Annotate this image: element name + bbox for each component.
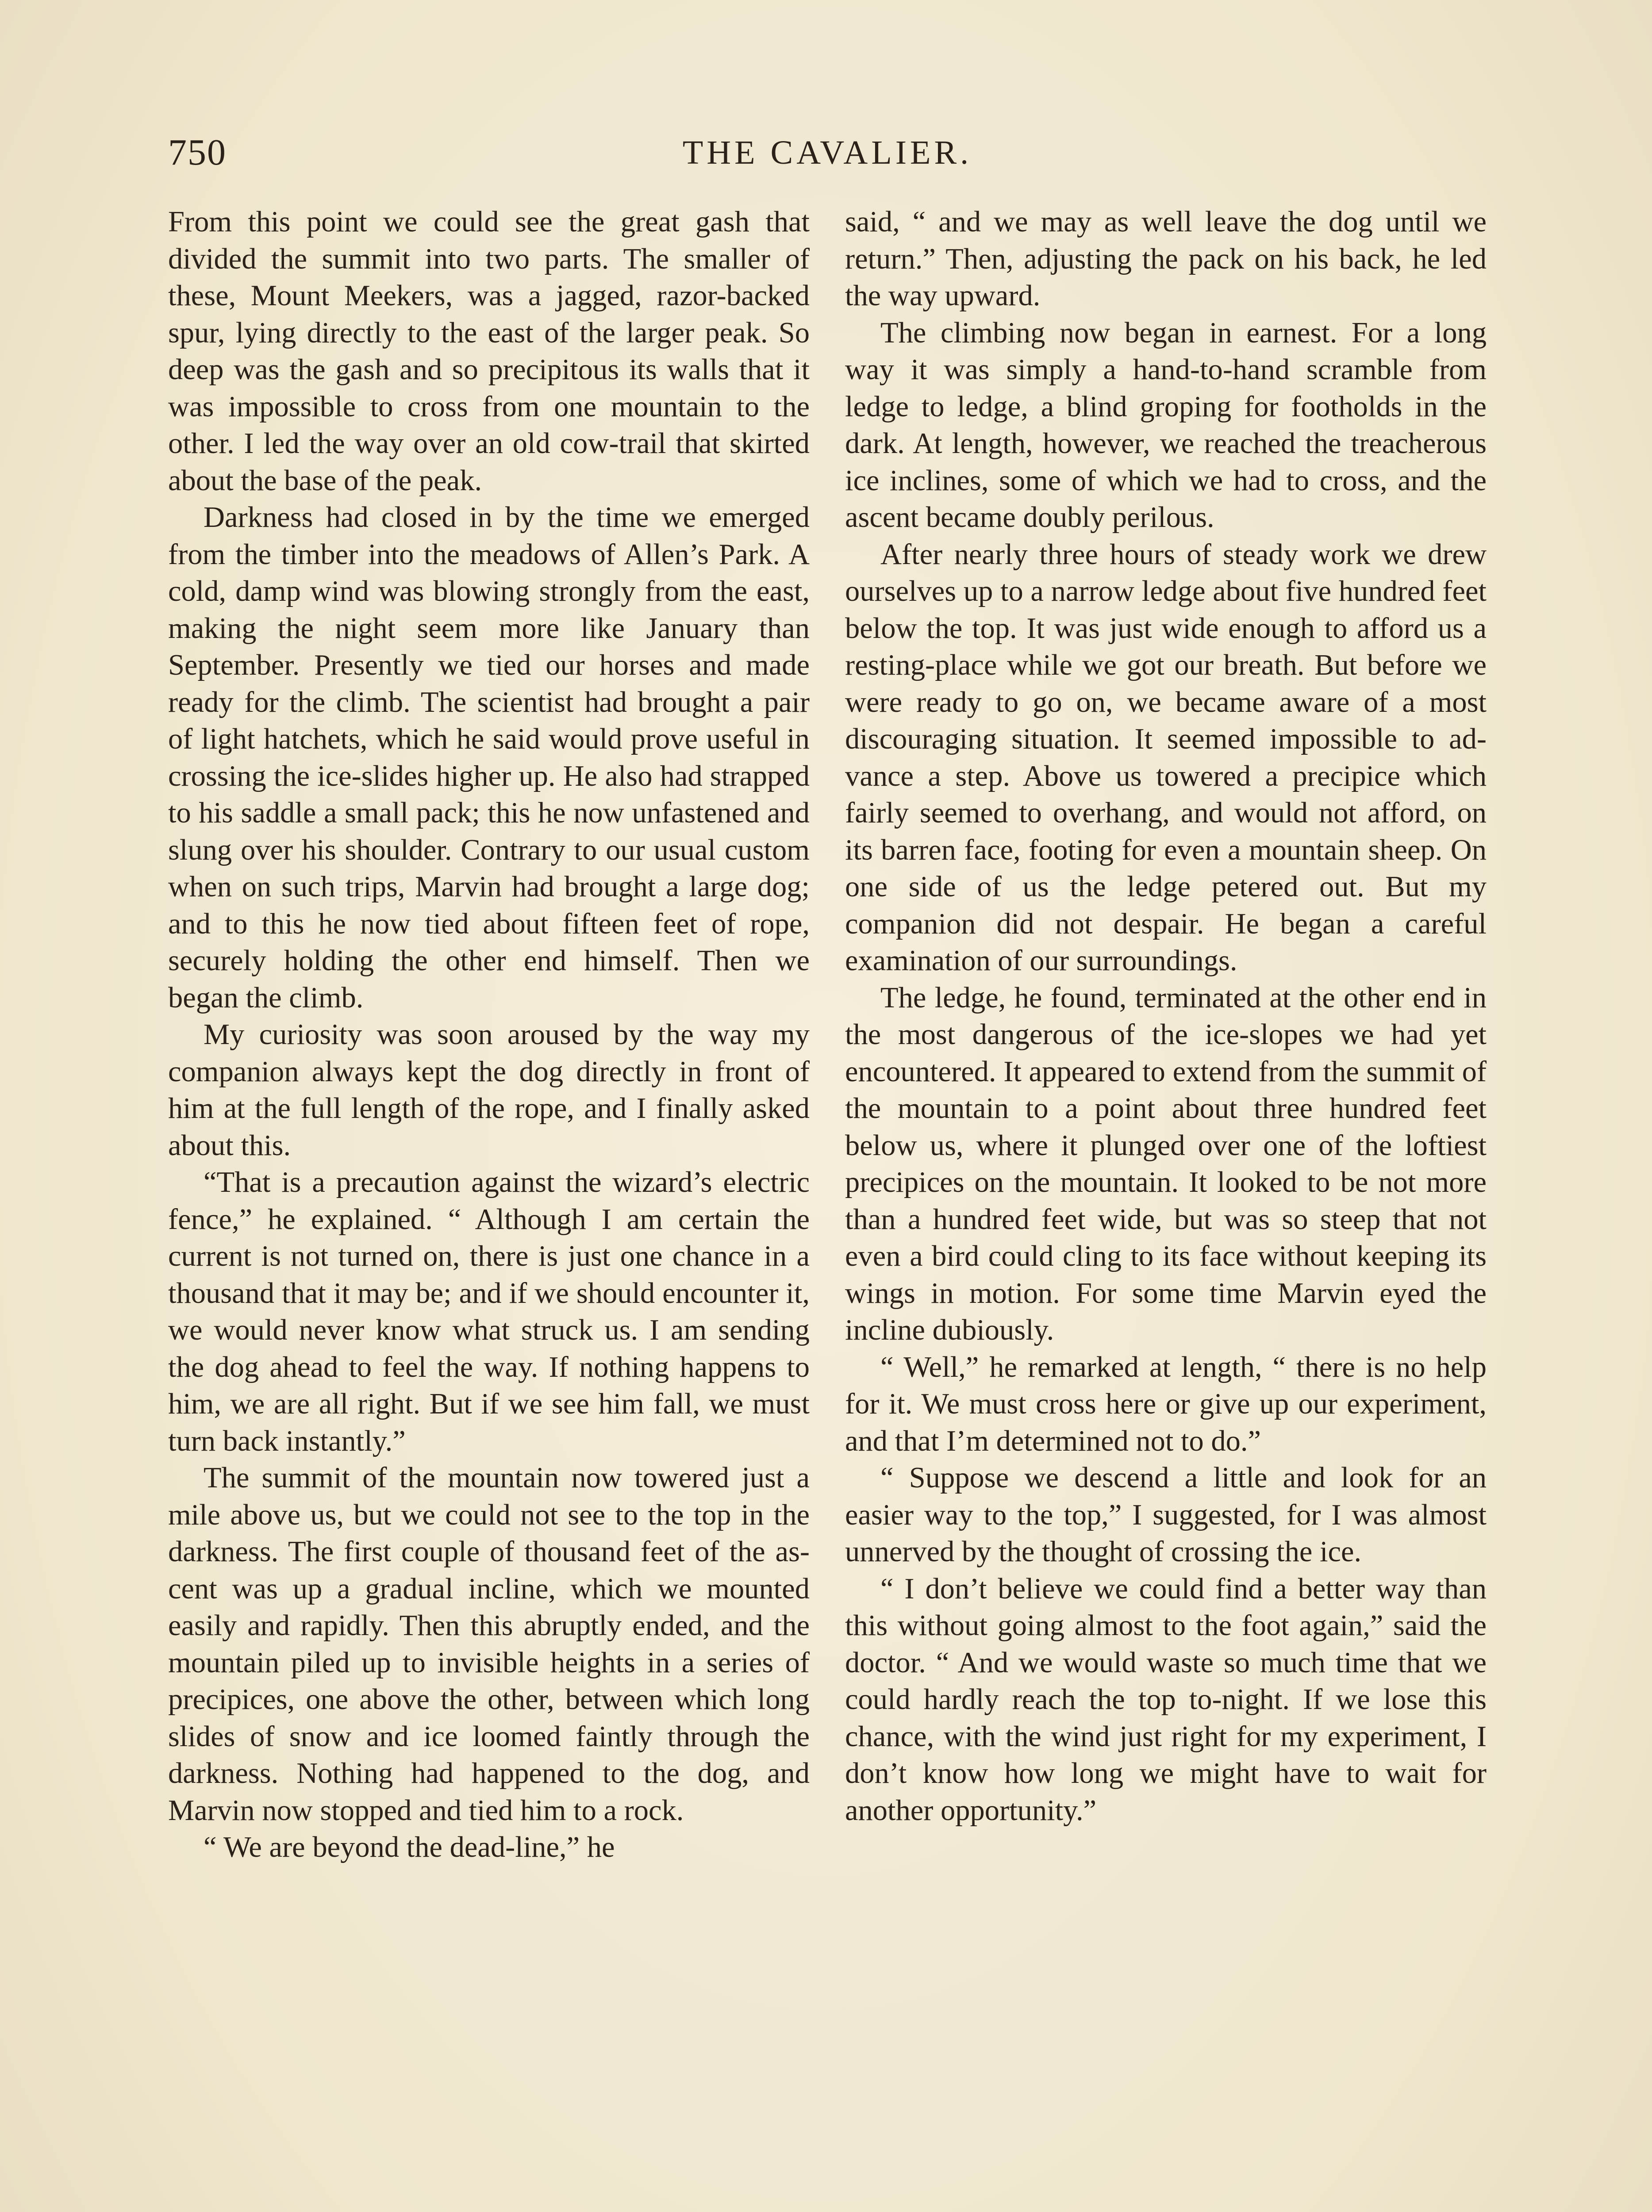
paragraph: The ledge, he found, terminated at the other end in the most dangerous of the ice-slopes we had yet encountered. It appeared to extend from the summit of the mountain to a point about three hundred feet below us, where it plunged over one of the loftiest precipices on the mountain. It looked to be not more than a hundred feet wide, but was so steep that not even a bird could cling to its face without keeping its wings in motion. For some time Marvin eyed the incline dubiously. — [845, 981, 1487, 1346]
paragraph: “ We are beyond the dead-line,” he — [204, 1831, 615, 1863]
paragraph: said, “ and we may as well leave the dog until we return.” Then, adjusting the pack on his back, he led the way upward. — [845, 206, 1487, 312]
right-column — [845, 204, 1487, 1829]
paragraph: After nearly three hours of steady work we drew ourselves up to a narrow ledge about five hundred feet below the top. It was just wide enough to afford us a resting-place while we got our breath. But before we were ready to go on, we became aware of a most discouraging situation. It seemed impossible to advance a step. Above us towered a precipice which fairly seemed to overhang, and would not afford, on its barren face, footing for even a mountain sheep. On one side of us the ledge petered out. But my companion did not despair. He began a careful examination of our surroundings. — [845, 538, 1487, 977]
paragraph: My curiosity was soon aroused by the way my companion always kept the dog directly in front of him at the full length of the rope, and I finally asked about this. — [168, 1018, 810, 1162]
paragraph: “ Well,” he remarked at length, “ there is no help for it. We must cross here or give up our experiment, and that I’m determined not to do.” — [845, 1351, 1487, 1457]
paragraph: “ Suppose we descend a little and look for an easier way to the top,” I suggested, for I was almost unnerved by the thought of crossing the ice. — [845, 1462, 1487, 1568]
running-title: THE CAVALIER. — [682, 134, 972, 171]
paragraph: The climbing now began in earnest. For a long way it was simply a hand-to-hand scramble from ledge to ledge, a blind groping for footholds in the dark. At length, however, we reached the treacherous ice inclines, some of which we had to cross, and the ascent became doubly perilous. — [845, 316, 1487, 534]
paragraph: From this point we could see the great gash that divided the summit into two parts. The smaller of these, Mount Meekers, was a jagged, razor-backed spur, lying directly to the east of the larger peak. So deep was the gash and so precipitous its walls that it was impossible to cross from one mountain to the other. I led the way over an old cow-trail that skirted about the base of the peak. — [168, 206, 810, 497]
paragraph: The summit of the mountain now towered just a mile above us, but we could not see to the top in the darkness. The first couple of thousand feet of the ascent was up a gradual incline, which we mounted easily and rapidly. Then this abruptly ended, and the mountain piled up to invisible heights in a series of precipices, one above the other, between which long slides of snow and ice loomed faintly through the darkness. Nothing had happened to the dog, and Marvin now stopped and tied him to a rock. — [168, 1462, 810, 1827]
page-header — [168, 128, 1487, 177]
paragraph: “ I don’t believe we could find a better way than this without going almost to the foot again,” said the doctor. “ And we would waste so much time that we could hardly reach the top to-night. If we lose this chance, with the wind just right for my experiment, I don’t know how long we might have to wait for another opportunity.” — [845, 1572, 1487, 1827]
left-column — [168, 204, 810, 1866]
page-number: 750 — [168, 132, 227, 173]
paragraph: Darkness had closed in by the time we emerged from the timber into the meadows of Allen’s Park. A cold, damp wind was blowing strongly from the east, making the night seem more like January than September. Presently we tied our horses and made ready for the climb. The scientist had brought a pair of light hatchets, which he said would prove useful in crossing the ice-slides higher up. He also had strapped to his saddle a small pack; this he now unfastened and slung over his shoulder. Contrary to our usual custom when on such trips, Marvin had brought a large dog; and to this he now tied about fifteen feet of rope, securely holding the other end himself. Then we began the climb. — [168, 501, 810, 1014]
paragraph: “That is a precaution against the wizard’s electric fence,” he explained. “ Although I am certain the current is not turned on, there is just one chance in a thousand that it may be; and if we should encounter it, we would never know what struck us. I am sending the dog ahead to feel the way. If nothing happens to him, we are all right. But if we see him fall, we must turn back instantly.” — [168, 1166, 810, 1457]
